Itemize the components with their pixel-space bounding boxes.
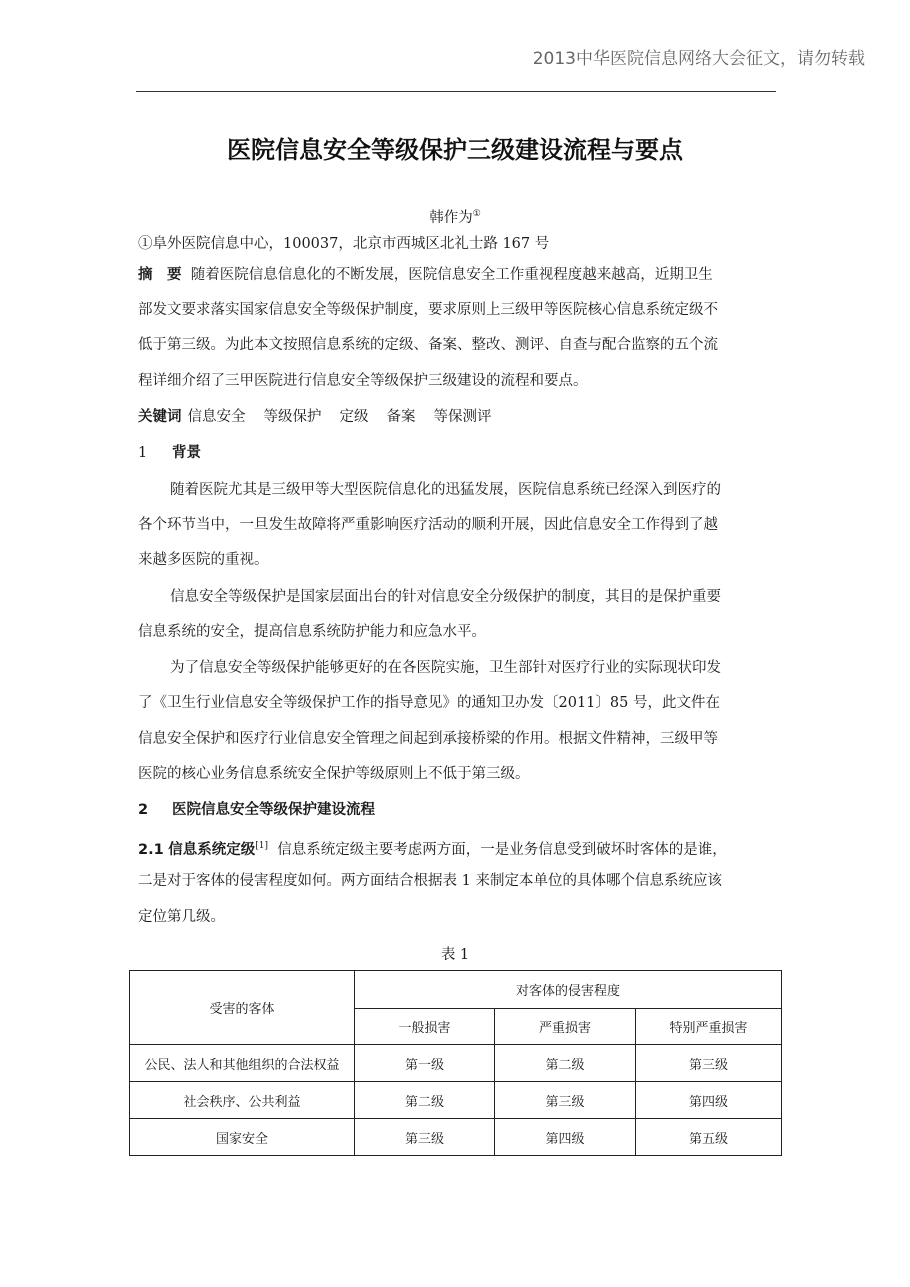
table-caption: 表 1 [440, 947, 470, 963]
level-cell: 第三级 [636, 1045, 782, 1082]
object-cell: 公民、法人和其他组织的合法权益 [130, 1045, 355, 1082]
keywords [138, 407, 504, 427]
paragraph-line: 信息系统的安全，提高信息系统防护能力和应急水平。 [138, 624, 486, 640]
abstract-line [138, 265, 713, 285]
author-mark: ① [472, 209, 481, 219]
degree-cell: 特别严重损害 [636, 1009, 782, 1045]
keywords-label: 关键词 [138, 409, 182, 425]
paragraph-line: 定位第几级。 [138, 909, 225, 925]
keyword: 信息安全 [187, 409, 246, 425]
abstract-line: 程详细介绍了三甲医院进行信息安全等级保护三级建设的流程和要点。 [138, 373, 588, 389]
header-cell-object: 受害的客体 [130, 971, 355, 1045]
grading-table [129, 970, 782, 1156]
level-cell: 第四级 [636, 1082, 782, 1119]
paragraph-line: 二是对于客体的侵害程度如何。两方面结合根据表 1 来制定本单位的具体哪个信息系统应该 [138, 873, 722, 889]
abstract-label: 摘 要 [138, 267, 182, 283]
paragraph-line: 了《卫生行业信息安全等级保护工作的指导意见》的通知卫办发〔2011〕85 号，此文件在 [138, 695, 720, 711]
subsection-title: 信息系统定级 [168, 842, 256, 858]
degree-cell: 一般损害 [355, 1009, 495, 1045]
keyword: 备案 [386, 409, 416, 425]
subsection-number: 2.1 [138, 842, 164, 858]
paragraph-line: 医院的核心业务信息系统安全保护等级原则上不低于第三级。 [138, 766, 530, 782]
paper-title: 医院信息安全等级保护三级建设流程与要点 [227, 136, 683, 164]
level-cell: 第二级 [495, 1045, 636, 1082]
level-cell: 第四级 [495, 1119, 636, 1156]
author-name: 韩作为 [429, 210, 473, 226]
keyword: 等级保护 [263, 409, 322, 425]
paragraph-line: 为了信息安全等级保护能够更好的在各医院实施，卫生部针对医疗行业的实际现状印发 [170, 660, 721, 676]
paragraph-line: 来越多医院的重视。 [138, 552, 269, 568]
level-cell: 第三级 [355, 1119, 495, 1156]
keyword: 等保测评 [433, 409, 492, 425]
section-1-heading [138, 443, 201, 463]
citation-ref: [1] [255, 841, 269, 851]
keyword: 定级 [339, 409, 369, 425]
abstract-line: 低于第三级。为此本文按照信息系统的定级、备案、整改、测评、自查与配合监察的五个流 [138, 337, 718, 353]
object-cell: 国家安全 [130, 1119, 355, 1156]
affiliation: ①阜外医院信息中心，100037，北京市西城区北礼士路 167 号 [138, 236, 550, 252]
header-rule [136, 91, 776, 92]
subsection-2-1-line [138, 836, 727, 860]
author [0, 206, 910, 227]
paragraph-line: 信息安全保护和医疗行业信息安全管理之间起到承接桥梁的作用。根据文件精神，三级甲等 [138, 731, 718, 747]
section-number: 1 [138, 445, 148, 461]
header-cell-degree: 对客体的侵害程度 [355, 971, 782, 1009]
table-row [130, 1045, 782, 1082]
object-cell: 社会秩序、公共利益 [130, 1082, 355, 1119]
section-2-heading [138, 800, 375, 820]
abstract-line: 部发文要求落实国家信息安全等级保护制度，要求原则上三级甲等医院核心信息系统定级不 [138, 302, 718, 318]
degree-cell: 严重损害 [495, 1009, 636, 1045]
subsection-text: 信息系统定级主要考虑两方面，一是业务信息受到破坏时客体的是谁， [277, 842, 727, 858]
paragraph-line: 各个环节当中，一旦发生故障将严重影响医疗活动的顺利开展，因此信息安全工作得到了越 [138, 517, 718, 533]
section-title: 医院信息安全等级保护建设流程 [172, 802, 375, 818]
section-title: 背景 [172, 445, 201, 461]
level-cell: 第一级 [355, 1045, 495, 1082]
level-cell: 第五级 [636, 1119, 782, 1156]
table-row [130, 1119, 782, 1156]
abstract-text: 随着医院信息信息化的不断发展，医院信息安全工作重视程度越来越高，近期卫生 [190, 267, 713, 283]
header-note: 2013中华医院信息网络大会征文，请勿转载 [532, 49, 865, 69]
section-number: 2 [138, 802, 149, 818]
level-cell: 第三级 [495, 1082, 636, 1119]
paragraph-line: 信息安全等级保护是国家层面出台的针对信息安全分级保护的制度，其目的是保护重要 [170, 589, 721, 605]
paragraph-line: 随着医院尤其是三级甲等大型医院信息化的迅猛发展，医院信息系统已经深入到医疗的 [170, 482, 721, 498]
table-row [130, 1082, 782, 1119]
level-cell: 第二级 [355, 1082, 495, 1119]
